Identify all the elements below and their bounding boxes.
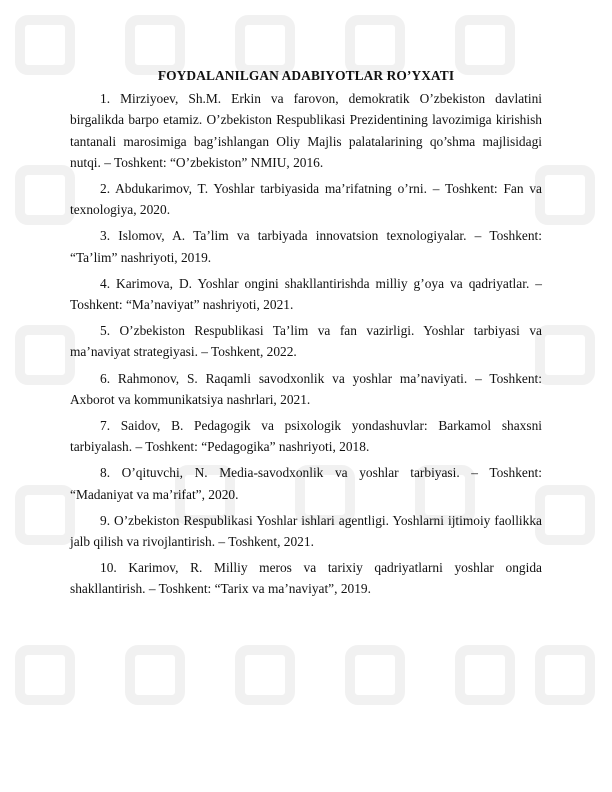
watermark-logo-icon [20,20,70,70]
reference-item: 2. Abdukarimov, T. Yoshlar tarbiyasida ma’rifatning o’rni. – Toshkent: Fan va texnologiya, 2020. [70,181,542,218]
references-list [70,88,542,599]
reference-item: 8. O’qituvchi, N. Media-savodxonlik va yoshlar tarbiyasi. – Toshkent: “Madaniyat va ma’rifat”, 2020. [70,465,542,502]
reference-item: 9. O’zbekiston Respublikasi Yoshlar ishlari agentligi. Yoshlarni ijtimoiy faollikka jalb qilish va rivojlantirish. – Toshkent, 2021. [70,512,542,550]
reference-item: 10. Karimov, R. Milliy meros va tarixiy qadriyatlarni yoshlar ongida shakllantirish. – Toshkent: “Tarix va ma’naviyat”, 2019. [70,560,542,597]
references-title: FOYDALANILGAN ADABIYOTLAR RO’YXATI [157,68,455,83]
reference-item: 6. Rahmonov, S. Raqamli savodxonlik va yoshlar ma’naviyati. – Toshkent: Axborot va kommunikatsiya nashrlari, 2021. [70,370,542,407]
reference-item: 5. O’zbekiston Respublikasi Ta’lim va fan vazirligi. Yoshlar tarbiyasi va ma’naviyat strategiyasi. – Toshkent, 2022. [70,323,542,360]
references-section [70,65,542,605]
reference-item: 4. Karimova, D. Yoshlar ongini shakllantirishda milliy g’oya va qadriyatlar. – Toshkent: “Ma’naviyat” nashriyoti, 2021. [70,275,542,313]
reference-item: 7. Saidov, B. Pedagogik va psixologik yondashuvlar: Barkamol shaxsni tarbiyalash. – Toshkent: “Pedagogika” nashriyoti, 2018. [70,418,542,455]
reference-item: 1. Mirziyoev, Sh.M. Erkin va farovon, demokratik O’zbekiston davlatini birgalikda barpo etamiz. O’zbekiston Respublikasi Prezidentining lavozimiga kirishish tantanali marosimiga bag’ishlangan Oliy Majlis palatalarining qo’shma majlisidagi nutqi. – Toshkent: “O’zbekiston” NMIU, 2016. [70,91,542,170]
reference-item: 3. Islomov, A. Ta’lim va tarbiyada innovatsion texnologiyalar. – Toshkent: “Ta’lim” nashriyoti, 2019. [70,228,542,265]
